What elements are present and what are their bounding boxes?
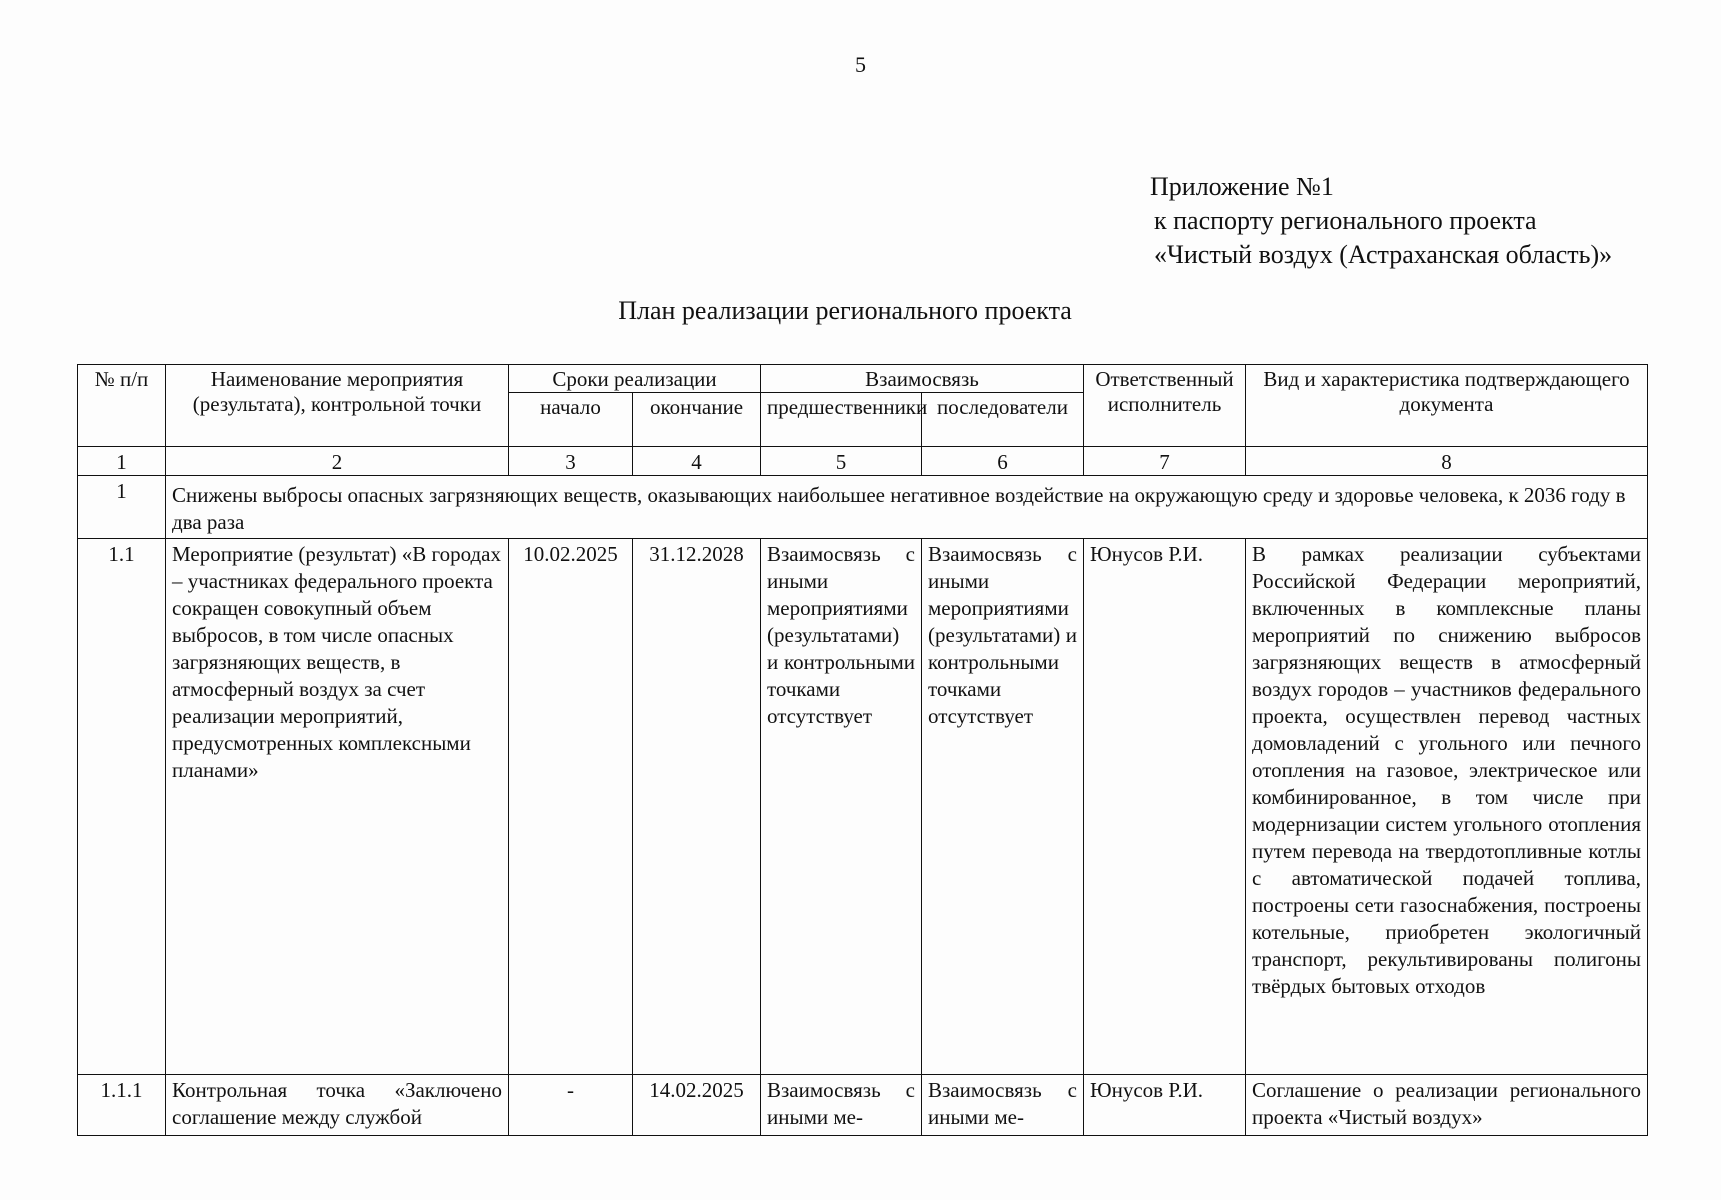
row-name-cell bbox=[166, 1075, 509, 1136]
col-number-4: 4 bbox=[633, 447, 761, 476]
row-followers: Взаимосвязь с иными мероприятиями (результатами) и контрольными точками отсутствует bbox=[922, 539, 1084, 1075]
table-row bbox=[78, 539, 1648, 1075]
row-predecessors: Взаимосвязь с иными ме- bbox=[767, 1078, 915, 1129]
row-followers-cell bbox=[922, 1075, 1084, 1136]
plan-title: План реализации регионального проекта bbox=[618, 296, 1072, 325]
header-row-1 bbox=[78, 365, 1648, 393]
row-end: 31.12.2028 bbox=[633, 539, 761, 1075]
header-responsible: Ответственный исполнитель bbox=[1084, 365, 1246, 447]
row-responsible: Юнусов Р.И. bbox=[1090, 1078, 1204, 1102]
appendix-note bbox=[1150, 170, 1612, 272]
appendix-line-2: к паспорту регионального проекта bbox=[1154, 206, 1537, 235]
row-end-cell bbox=[633, 1075, 761, 1136]
col-number-3: 3 bbox=[509, 447, 633, 476]
row-start-cell bbox=[509, 1075, 633, 1136]
header-predecessors: предшественники bbox=[761, 393, 922, 447]
plan-title-wrap bbox=[0, 296, 1530, 326]
col-number-8: 8 bbox=[1246, 447, 1648, 476]
row-responsible: Юнусов Р.И. bbox=[1084, 539, 1246, 1075]
header-document: Вид и характеристика подтверждающего документа bbox=[1246, 365, 1648, 447]
header-end: окончание bbox=[633, 393, 761, 447]
row-num-cell bbox=[78, 1075, 166, 1136]
appendix-line-3: «Чистый воздух (Астраханская область)» bbox=[1154, 240, 1613, 269]
row-predecessors-cell bbox=[761, 1075, 922, 1136]
section-row bbox=[78, 476, 1648, 539]
header-name: Наименование мероприятия (результата), контрольной точки bbox=[166, 365, 509, 447]
row-document: Соглашение о реализации регионального проекта «Чистый воздух» bbox=[1252, 1078, 1642, 1129]
row-document: В рамках реализации субъектами Российской Федерации мероприятий, включенных в комплексные планы мероприятий по снижению выбросов загрязняющих веществ в атмосферный воздух городов – участников федерального проекта, осуществлен перевод частных домовладений с угольного или печного отопления на газовое, электрическое или комбинированное, в том числе при модернизации систем угольного отопления путем перевода на твердотопливные котлы с автоматической подачей топлива, построены сети газоснабжения, построены котельные, приобретен экологичный транспорт, рекультивированы полигоны твёрдых бытовых отходов bbox=[1246, 539, 1648, 1075]
row-num: 1.1 bbox=[78, 539, 166, 1075]
section-num: 1 bbox=[78, 476, 166, 539]
appendix-line-1: Приложение №1 bbox=[1150, 172, 1334, 201]
row-document-cell bbox=[1246, 1075, 1648, 1136]
header-start: начало bbox=[509, 393, 633, 447]
header-num: № п/п bbox=[78, 365, 166, 447]
table-row bbox=[78, 1075, 1648, 1136]
row-followers: Взаимосвязь с иными ме- bbox=[928, 1078, 1078, 1129]
row-predecessors: Взаимосвязь с иными мероприятиями (результатами) и контрольными точками отсутствует bbox=[761, 539, 922, 1075]
row-start: - bbox=[567, 1078, 574, 1102]
row-responsible-cell bbox=[1084, 1075, 1246, 1136]
row-end: 14.02.2025 bbox=[649, 1078, 744, 1102]
row-num: 1.1.1 bbox=[100, 1078, 143, 1102]
col-number-6: 6 bbox=[922, 447, 1084, 476]
header-terms: Сроки реализации bbox=[509, 365, 761, 393]
row-name: Контрольная точка «Заключено соглашение между службой bbox=[172, 1078, 502, 1129]
header-relation: Взаимосвязь bbox=[761, 365, 1084, 393]
header-followers: последователи bbox=[922, 393, 1084, 447]
column-number-row bbox=[78, 447, 1648, 476]
col-number-1: 1 bbox=[78, 447, 166, 476]
row-start: 10.02.2025 bbox=[509, 539, 633, 1075]
col-number-2: 2 bbox=[166, 447, 509, 476]
page-number: 5 bbox=[855, 52, 866, 77]
section-text: Снижены выбросы опасных загрязняющих веществ, оказывающих наибольшее негативное воздействие на окружающую среду и здоровье человека, к 2036 году в два раза bbox=[166, 476, 1648, 539]
row-name: Мероприятие (результат) «В городах – участниках федерального проекта сокращен совокупный объем выбросов, в том числе опасных загрязняющих веществ, в атмосферный воздух за счет реализации мероприятий, предусмотренных комплексными планами» bbox=[166, 539, 509, 1075]
plan-table bbox=[77, 364, 1648, 1136]
col-number-5: 5 bbox=[761, 447, 922, 476]
col-number-7: 7 bbox=[1084, 447, 1246, 476]
